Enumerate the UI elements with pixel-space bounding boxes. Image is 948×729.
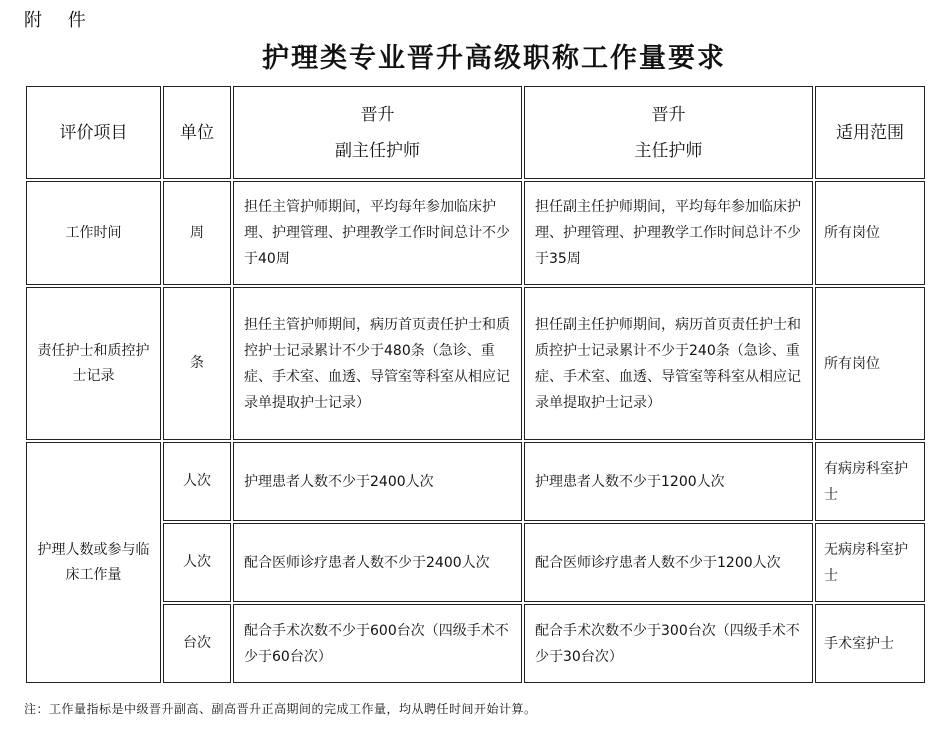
header-chief-line1: 晋升	[651, 104, 686, 125]
header-deputy-line2: 副主任护师	[335, 140, 420, 161]
header-chief-line2: 主任护师	[634, 140, 703, 161]
deputy-requirement-cell: 配合医师诊疗患者人数不少于2400人次	[233, 523, 522, 602]
table-row	[26, 287, 925, 440]
unit-cell: 人次	[163, 523, 231, 602]
header-deputy-line1: 晋升	[360, 104, 395, 125]
header-deputy	[233, 86, 522, 179]
deputy-requirement-cell: 护理患者人数不少于2400人次	[233, 442, 522, 521]
header-chief	[524, 86, 813, 179]
item-cell: 护理人数或参与临床工作量	[26, 442, 161, 683]
header-item: 评价项目	[26, 86, 161, 179]
unit-cell: 人次	[163, 442, 231, 521]
attachment-label: 附 件	[24, 10, 96, 31]
chief-requirement-cell: 配合手术次数不少于300台次（四级手术不少于30台次）	[524, 604, 813, 683]
chief-requirement-cell: 配合医师诊疗患者人数不少于1200人次	[524, 523, 813, 602]
unit-cell: 周	[163, 181, 231, 285]
table-row	[26, 442, 925, 521]
chief-requirement-cell: 担任副主任护师期间，病历首页责任护士和质控护士记录累计不少于240条（急诊、重症、手术室、血透、导管室等科室从相应记录单提取护士记录）	[524, 287, 813, 440]
unit-cell: 台次	[163, 604, 231, 683]
page-title: 护理类专业晋升高级职称工作量要求	[262, 43, 726, 74]
deputy-requirement-cell: 担任主管护师期间，平均每年参加临床护理、护理管理、护理教学工作时间总计不少于40周	[233, 181, 522, 285]
header-unit: 单位	[163, 86, 231, 179]
deputy-requirement-cell: 配合手术次数不少于600台次（四级手术不少于60台次）	[233, 604, 522, 683]
deputy-requirement-cell: 担任主管护师期间，病历首页责任护士和质控护士记录累计不少于480条（急诊、重症、手术室、血透、导管室等科室从相应记录单提取护士记录）	[233, 287, 522, 440]
item-cell: 责任护士和质控护士记录	[26, 287, 161, 440]
unit-cell: 条	[163, 287, 231, 440]
scope-cell: 手术室护士	[815, 604, 925, 683]
chief-requirement-cell: 护理患者人数不少于1200人次	[524, 442, 813, 521]
requirements-table	[24, 84, 927, 685]
scope-cell: 所有岗位	[815, 181, 925, 285]
scope-cell: 无病房科室护士	[815, 523, 925, 602]
header-scope: 适用范围	[815, 86, 925, 179]
table-row	[26, 181, 925, 285]
table-header-row	[26, 86, 925, 179]
scope-cell: 所有岗位	[815, 287, 925, 440]
chief-requirement-cell: 担任副主任护师期间，平均每年参加临床护理、护理管理、护理教学工作时间总计不少于35周	[524, 181, 813, 285]
item-cell: 工作时间	[26, 181, 161, 285]
scope-cell: 有病房科室护士	[815, 442, 925, 521]
footnote: 注：工作量指标是中级晋升副高、副高晋升正高期间的完成工作量，均从聘任时间开始计算。	[24, 702, 537, 716]
